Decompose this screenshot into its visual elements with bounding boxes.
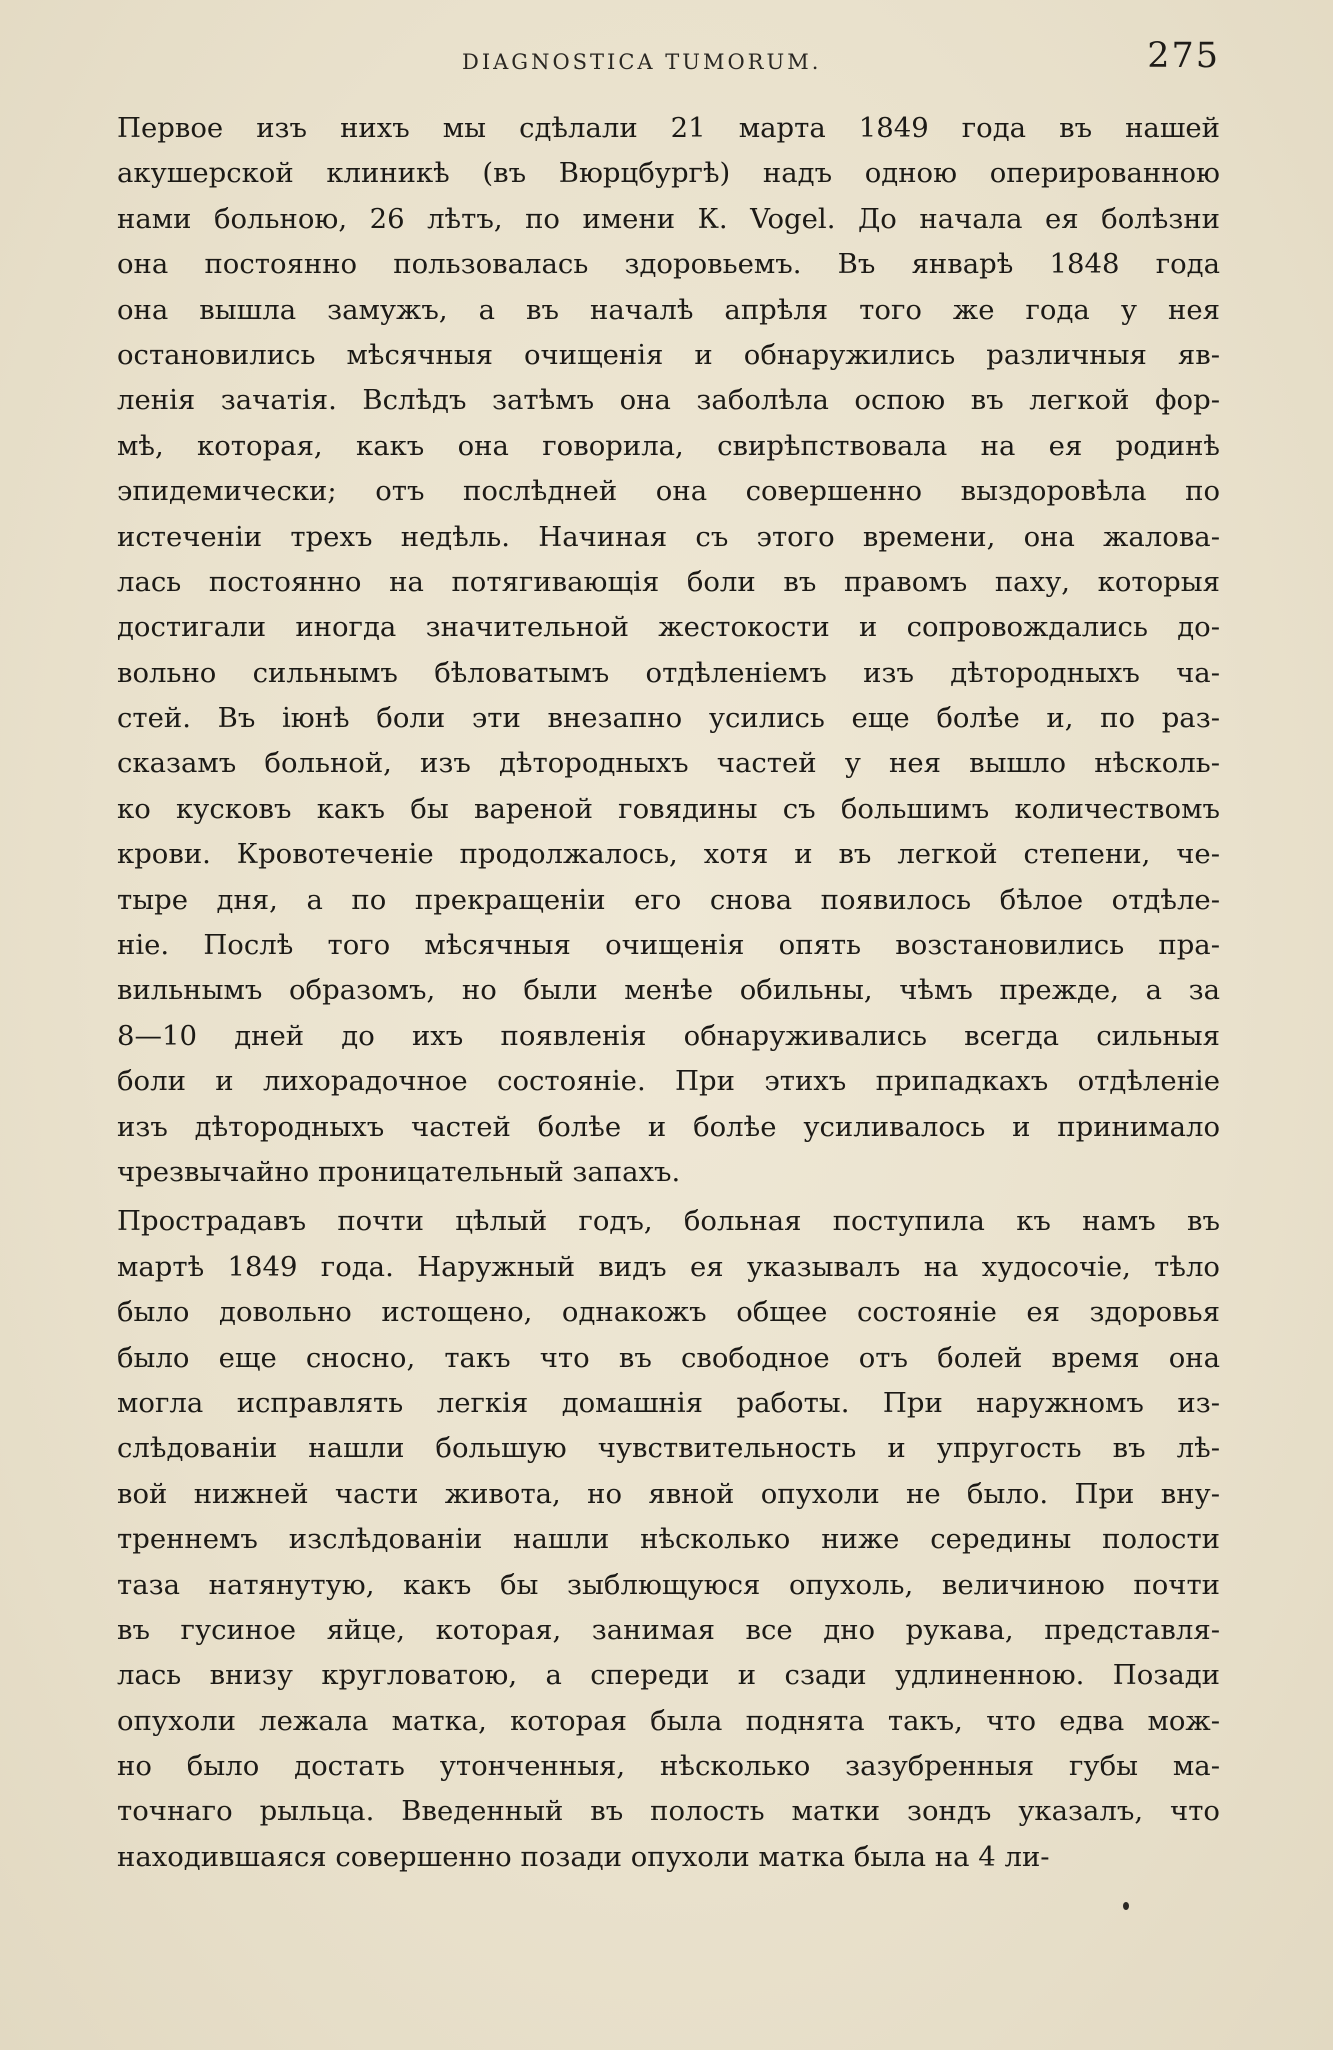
text-line: опухоли лежала матка, которая была поднята такъ, что едва мож- — [117, 1704, 1220, 1737]
text-line: чрезвычайно проницательный запахъ. — [117, 1155, 681, 1188]
text-line: слѣдованіи нашли большую чувствительность и упругость въ лѣ- — [117, 1432, 1220, 1465]
text-line: лась постоянно на потягивающія боли въ правомъ паху, которыя — [117, 565, 1220, 598]
text-line: находившаяся совершенно позади опухоли матка была на 4 ли- — [117, 1840, 1050, 1873]
text-line: тыре дня, а по прекращеніи его снова появилось бѣлое отдѣле- — [117, 883, 1220, 916]
body-text — [117, 106, 1220, 1880]
paragraph — [117, 106, 1220, 1195]
text-line: мѣ, которая, какъ она говорила, свирѣпствовала на ея родинѣ — [117, 429, 1220, 462]
text-line: крови. Кровотеченіе продолжалось, хотя и въ легкой степени, че- — [117, 838, 1220, 871]
text-line: точнаго рыльца. Введенный въ полость матки зондъ указалъ, что — [117, 1795, 1220, 1828]
text-line: эпидемически; отъ послѣдней она совершенно выздоровѣла по — [117, 475, 1220, 508]
ink-speck — [1123, 1902, 1129, 1910]
text-line: было еще сносно, такъ что въ свободное отъ болей время она — [117, 1341, 1220, 1374]
text-line: мартѣ 1849 года. Наружный видъ ея указывалъ на худосочіе, тѣло — [117, 1250, 1220, 1283]
text-line: достигали иногда значительной жестокости и сопровождались до- — [117, 611, 1220, 644]
text-line: изъ дѣтородныхъ частей болѣе и болѣе усиливалось и принимало — [117, 1110, 1220, 1143]
text-line: остановились мѣсячныя очищенія и обнаружились различныя яв- — [117, 338, 1220, 371]
text-line: Первое изъ нихъ мы сдѣлали 21 марта 1849 года въ нашей — [117, 112, 1220, 144]
running-head-title: DIAGNOSTICA TUMORUM. — [462, 50, 822, 74]
text-line: лась внизу кругловатою, а спереди и сзади удлиненною. Позади — [117, 1659, 1220, 1692]
text-line: ко кусковъ какъ бы вареной говядины съ большимъ количествомъ — [117, 792, 1220, 825]
text-line: она вышла замужъ, а въ началѣ апрѣля того же года у нея — [117, 293, 1220, 326]
text-line: боли и лихорадочное состояніе. При этихъ припадкахъ отдѣленіе — [117, 1065, 1220, 1098]
text-line: могла исправлять легкія домашнія работы. При наружномъ из- — [117, 1386, 1220, 1419]
text-line: стей. Въ іюнѣ боли эти внезапно усились еще болѣе и, по раз- — [117, 702, 1220, 735]
running-head — [117, 36, 1220, 86]
text-line: акушерской клиникѣ (въ Вюрцбургѣ) надъ одною оперированною — [117, 157, 1220, 190]
text-line: вой нижней части живота, но явной опухоли не было. При вну- — [117, 1477, 1220, 1510]
text-line: 8—10 дней до ихъ появленія обнаруживались всегда сильныя — [117, 1019, 1220, 1052]
text-line: вольно сильнымъ бѣловатымъ отдѣленіемъ изъ дѣтородныхъ ча- — [117, 656, 1220, 689]
paragraph — [117, 1199, 1220, 1880]
text-line: Прострадавъ почти цѣлый годъ, больная поступила къ намъ въ — [117, 1205, 1220, 1238]
text-line: сказамъ больной, изъ дѣтородныхъ частей у нея вышло нѣсколь- — [117, 747, 1220, 780]
text-line: нами больною, 26 лѣтъ, по имени К. Vogel. До начала ея болѣзни — [117, 202, 1220, 235]
text-line: треннемъ изслѣдованіи нашли нѣсколько ниже середины полости — [117, 1523, 1220, 1556]
text-line: она постоянно пользовалась здоровьемъ. Въ январѣ 1848 года — [117, 248, 1220, 281]
page-number: 275 — [1147, 36, 1220, 76]
text-line: вильнымъ образомъ, но были менѣе обильны, чѣмъ прежде, а за — [117, 974, 1220, 1007]
text-line: но было достать утонченныя, нѣсколько зазубренныя губы ма- — [117, 1750, 1220, 1783]
text-line: въ гусиное яйце, которая, занимая все дно рукава, представля- — [117, 1613, 1220, 1646]
text-line: ленія зачатія. Вслѣдъ затѣмъ она заболѣла оспою въ легкой фор- — [117, 384, 1220, 417]
text-line: ніе. Послѣ того мѣсячныя очищенія опять возстановились пра- — [117, 929, 1220, 962]
text-line: было довольно истощено, однакожъ общее состояніе ея здоровья — [117, 1296, 1220, 1329]
text-line: истеченіи трехъ недѣль. Начиная съ этого времени, она жалова- — [117, 520, 1220, 553]
text-line: таза натянутую, какъ бы зыблющуюся опухоль, величиною почти — [117, 1568, 1220, 1601]
